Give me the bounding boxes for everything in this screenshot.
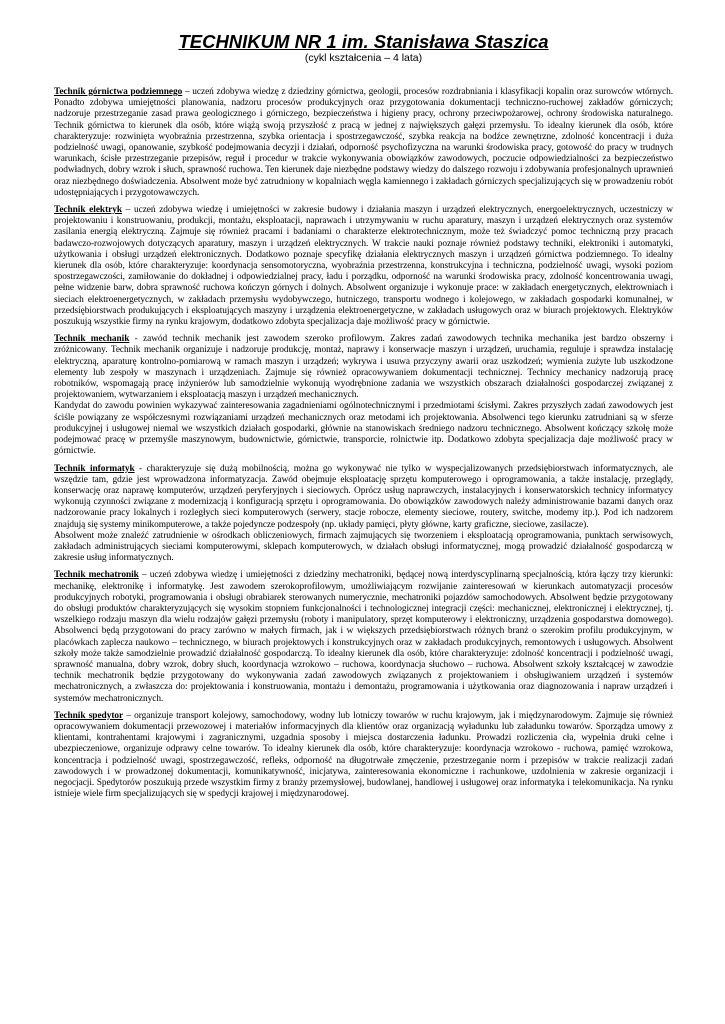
section-text: – uczeń zdobywa wiedzę z dziedziny górnictwa, geologii, procesów rozdrabniania i klasyfikacji kopalin oraz surowców wtórnych. Ponadto zdobywa umiejętności planowania, nadzoru procesów produkcyjnych oraz przygotowania dokumentacji techniczno-ruchowej zakładów górniczych; nadzoruje przestrzeganie zasad prawa geologicznego i górniczego, bezpieczeństwa i higieny pracy, ochrony przeciwpożarowej, ochrony środowiska naturalnego. Technik górnictwa to kierunek dla osób, które wiążą swoją przyszłość z pracą w jednej z największych gałęzi przemysłu. To idealny kierunek dla osób, które charakteryzuje: rozwinięta wyobraźnia przestrzenna, szybka orientacja i spostrzegawczość, szybka reakcja na bodźce zewnętrzne, zdolność koncentracji i duża podzielność uwagi, opanowanie, szybkość podejmowania decyzji i działań, odporność psychofizyczna na warunki środowiska pracy, gotowość do pracy w trudnych warunkach, ścisłe przestrzeganie przepisów, reguł i procedur w trakcie wykonywania obowiązków zawodowych, poczucie odpowiedzialności za bezpieczeństwo podwładnych, dobry wzrok i słuch, sprawność ruchowa. Ten kierunek daje niezbędne podstawy wiedzy do dalszego rozwoju i zdobywania profesjonalnych uprawnień oraz niezbędnego doświadczenia. Absolwent może być zatrudniony w kopalniach węgla kamiennego i zakładach górniczych specjalizujących się w prowadzeniu robót udostępniających i przygotowawczych. bbox=[54, 87, 673, 198]
section-paragraph bbox=[54, 87, 673, 199]
section-technik-spedytor bbox=[54, 711, 673, 801]
section-paragraph bbox=[54, 464, 673, 531]
page-title: TECHNIKUM NR 1 im. Stanisława Staszica bbox=[178, 31, 549, 52]
section-text: – uczeń zdobywa wiedzę i umiejętności z dziedziny mechatroniki, będącej nową interdyscyplinarną specjalnością, która łączy trzy kierunki: mechanikę, elektronikę i informatykę. Jest zawodem szerokoprofilowym, umożliwiającym rozwijanie zainteresowań w kierunkach automatyzacji procesów produkcyjnych robotyki, programowania i obsługi obrabiarek sterowanych numerycznie, mechatroniki pojazdów samochodowych. Absolwent będzie przygotowany do obsługi produktów charakteryzujących się wysokim stopniem funkcjonalności i technologicznej integracji części: mechanicznej, elektronicznej i elektrycznej, tj. wszelkiego rodzaju maszyn dla wielu rodzajów gałęzi przemysłu (roboty i manipulatory, sprzęt komputerowy i elektroniczny, urządzenia gospodarstwa domowego). Absolwenci będą przygotowani do pracy zarówno w małych firmach, jak i w większych przedsiębiorstwach różnych branż o szerokim profilu produkcyjnym, w placówkach zaplecza naukowo – technicznego, w biurach projektowych i konstrukcyjnych oraz w zakładach produkcyjnych, remontowych i usługowych. Absolwent szkoły może także samodzielnie prowadzić działalność gospodarczą. To idealny kierunek dla osób, które charakteryzuje: zdolność koncentracji i podzielność uwagi, sprawność manualna, dobry wzrok, dobry słuch, koordynacja wzrokowo – ruchowa, koordynacja słuchowo – ruchowa. Absolwent szkoły kształcącej w zawodzie technik mechatronik będzie przygotowany do wykonywania zadań zawodowych związanych z projektowaniem i obsługiwaniem urządzeń i systemów mechatronicznych, a zwłaszcza do: projektowania i konstruowania, montażu i demontażu, programowania i użytkowania oraz diagnozowania i napraw urządzeń i systemów mechatronicznych. bbox=[54, 570, 673, 704]
section-term: Technik mechanik bbox=[54, 334, 130, 345]
section-text: – organizuje transport kolejowy, samochodowy, wodny lub lotniczy towarów w ruchu krajowym, jak i międzynarodowym. Zajmuje się również opracowywaniem dokumentacji przewozowej i materiałów informacyjnych dla klientów oraz organizacją wyładunku lub załadunku towarów. Sporządza umowy z klientami, kontrahentami krajowymi i zagranicznymi, uzgadnia sposoby i miejsca dostarczenia ładunku. Prowadzi rozliczenia cła, wypełnia druki celne i ubezpieczeniowe, organizuje odprawy celne towarów. To idealny kierunek dla osób, które charakteryzuje: koordynacja wzrokowo - ruchowa, pamięć wzrokowa, koncentracja i podzielność uwagi, spostrzegawczość, refleks, odporność na długotrwałe zmęczenie, przestrzeganie norm i przepisów w trakcie realizacji zadań zawodowych i w prowadzonej dokumentacji, komunikatywność, inicjatywa, zainteresowania ekonomiczne i rachunkowe, uzdolnienia w zakresie organizacji i negocjacji. Spedytorów poszukują przede wszystkim firmy z branży przemysłowej, budowlanej, handlowej i usługowej oraz informatyka i telekomunikacja. Na rynku istnieje wiele firm specjalizujących się w spedycji krajowej i międzynarodowej. bbox=[54, 710, 673, 800]
section-term: Technik mechatronik bbox=[54, 570, 139, 581]
section-technik-elektryk bbox=[54, 205, 673, 328]
section-paragraph: Absolwent może znaleźć zatrudnienie w ośrodkach obliczeniowych, firmach zajmujących się tworzeniem i eksploatacją oprogramowania, punktach serwisowych, zakładach administrujących sieciami komputerowymi, sklepach komputerowych, w działach obsługi informatycznej, mogą prowadzić działalność gospodarczą w zakresie usług informatycznych. bbox=[54, 530, 673, 564]
section-paragraph: Kandydat do zawodu powinien wykazywać zainteresowania zagadnieniami ogólnotechnicznymi i przedmiotami ścisłymi. Zakres przyszłych zadań zawodowych jest ściśle powiązany ze współczesnymi rozwiązaniami urządzeń mechanicznych oraz metodami ich projektowania. Absolwenci tego kierunku zatrudniani są w sferze produkcyjnej i usługowej niemal we wszystkich działach gospodarki, głównie na stanowiskach średniego nadzoru technicznego. Absolwent kończący szkołę może podejmować pracę w przemyśle maszynowym, budownictwie, górnictwie, transporcie, rolnictwie itp. Dodatkowo zdobyta specjalizacja daje możliwość pracy w górnictwie. bbox=[54, 401, 673, 457]
section-term: Technik informatyk bbox=[54, 463, 135, 474]
section-technik-gornictwa bbox=[54, 87, 673, 199]
section-technik-mechatronik bbox=[54, 570, 673, 704]
section-paragraph bbox=[54, 205, 673, 328]
section-term: Technik górnictwa podziemnego bbox=[54, 87, 183, 97]
section-term: Technik spedytor bbox=[54, 710, 124, 721]
section-text: - charakteryzuje się dużą mobilnością, można go wykonywać nie tylko w wyspecjalizowanych przedsiębiorstwach informatycznych, ale wszędzie tam, gdzie jest wprowadzona informatyzacja. Zawód obejmuje eksploatację sprzętu komputerowego i oprogramowania, a także instalację, przeglądy, konserwację oraz naprawę komputerów, urządzeń peryferyjnych i sieciowych. Oprócz usług naprawczych, instalacyjnych i konserwatorskich technicy informatycy wykonują czynności związane z modernizacją i konfiguracją sprzętu i oprogramowania. Do obowiązków zawodowych należy administrowanie bazami danych oraz nadzorowanie pracy lokalnych i rozległych sieci komputerowych (serwery, stacje robocze, elementy sieciowe, routery, switche, modemy itp.). Pod ich nadzorem znajdują się systemy minikomputerowe, a także pojedyncze podzespoły (np. układy pamięci, płyty główne, karty graficzne, sieciowe, zasilacze). bbox=[54, 463, 673, 530]
section-technik-informatyk bbox=[54, 464, 673, 565]
section-paragraph bbox=[54, 570, 673, 704]
page-subtitle: (cykl kształcenia – 4 lata) bbox=[304, 52, 423, 64]
section-text: - zawód technik mechanik jest zawodem szeroko profilowym. Zakres zadań zawodowych technika mechanika jest bardzo obszerny i zróżnicowany. Technik mechanik organizuje i nadzoruje produkcję, montaż, naprawy i konserwacje maszyn i urządzeń, uruchamia, reguluje i sprawdza instalację elektryczną, aparaturę kontrolno-pomiarową w ramach maszyn i urządzeń; wykrywa i usuwa przyczyny awarii oraz uszkodzeń; wymienia zużyte lub uszkodzone elementy lub zespoły w maszynach i urządzeniach. Zajmuje się również opracowywaniem dokumentacji technicznej. Technicy mechanicy nadzorują pracę robotników, wspomagają pracę inżynierów lub samodzielnie wykonują wyodrębnione zadania we wszystkich obszarach działalności gospodarczej związanej z projektowaniem, wytwarzaniem i eksploatacją maszyn i urządzeń mechanicznych. bbox=[54, 334, 674, 401]
section-term: Technik elektryk bbox=[54, 205, 122, 216]
section-paragraph bbox=[54, 711, 673, 801]
section-text: – uczeń zdobywa wiedzę i umiejętności w zakresie budowy i działania maszyn i urządzeń elektrycznych, energoelektrycznych, uczestniczy w projektowaniu i konstruowaniu, produkcji, montażu, eksploatacji, naprawach i utrzymywaniu w ruchu aparatury, maszyn i urządzeń elektrycznych oraz systemów zasilania energią elektryczną. Zajmuje się również pracami i badaniami o charakterze elektrotechnicznym, może też świadczyć pomoc techniczną przy pracach badawczo-rozwojowych dotyczących aparatury, maszyn i urządzeń elektrycznych. W trakcie nauki poznaje również podstawy techniki, elektroniki i automatyki, użytkowania i obsługi urządzeń elektronicznych. Dodatkowo poznaje specyfikę działania elektrycznych maszyn i urządzeń górnictwa podziemnego. To idealny kierunek dla osób, które charakteryzuje: koordynacja sensomotoryczna, wyobraźnia przestrzenna, konstrukcyjna i techniczna, podzielność uwagi, wysoki poziom spostrzegawczości, zamiłowanie do dokładnej i odpowiedzialnej pracy, ładu i porządku, odporność na warunki środowiska pracy, zdolność koncentrowania uwagi, pełne widzenie barw, dobra sprawność ruchowa kończyn górnych i dolnych. Absolwent organizuje i wykonuje prace: w zakładach energetycznych, elektrowniach i sieciach elektroenergetycznych, w zakładach przemysłu wydobywczego, hutniczego, transportu wodnego i kolejowego, w zakładach gospodarki komunalnej, w przedsiębiorstwach produkujących i eksploatujących maszyny i urządzenia elektroenergetyczne, w zakładach usługowych oraz w biurach projektowych. Elektryków poszukują wszystkie firmy na rynku krajowym, dodatkowo zdobyta specjalizacja daje możliwość pracy w górnictwie. bbox=[54, 205, 673, 328]
section-technik-mechanik bbox=[54, 334, 673, 457]
section-paragraph bbox=[54, 334, 673, 401]
